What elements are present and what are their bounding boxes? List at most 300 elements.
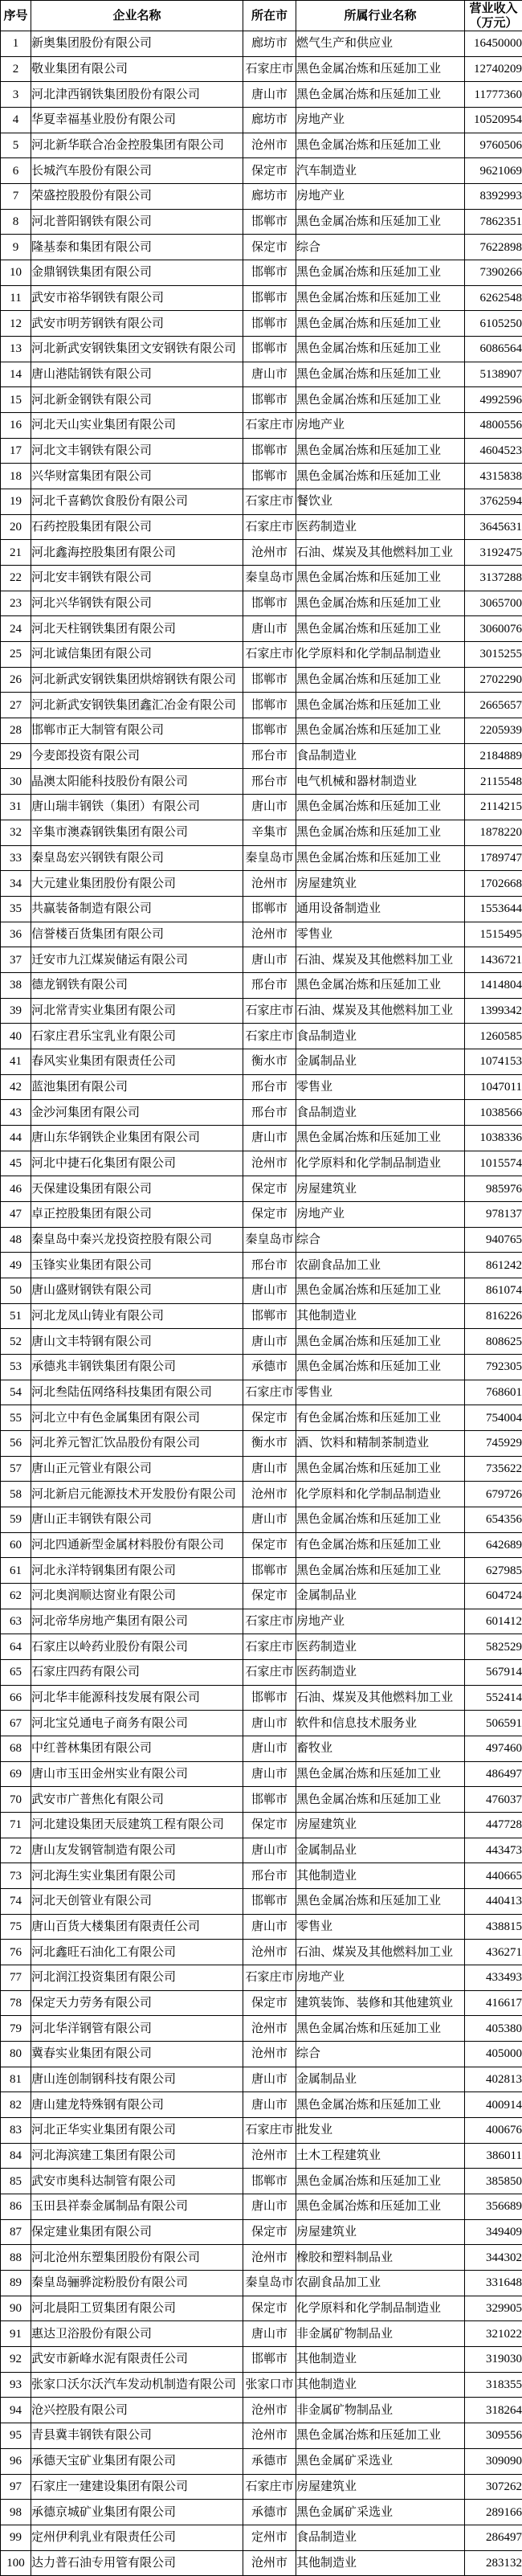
cell-revenue: 754004 (465, 1405, 522, 1431)
cell-industry: 其他制造业 (296, 2550, 465, 2576)
cell-company-name: 河北海滨建工集团有限公司 (31, 2143, 243, 2169)
cell-company-name: 德龙钢铁有限公司 (31, 972, 243, 998)
cell-industry: 黑色金属冶炼和压延加工业 (296, 260, 465, 286)
cell-rank: 26 (1, 667, 31, 693)
cell-revenue: 1789747 (465, 845, 522, 871)
cell-rank: 42 (1, 1074, 31, 1100)
cell-city: 衡水市 (243, 1049, 296, 1074)
cell-city: 秦皇岛市 (243, 2271, 296, 2296)
cell-city: 邢台市 (243, 1253, 296, 1278)
cell-city: 沧州市 (243, 1482, 296, 1507)
cell-revenue: 2115548 (465, 769, 522, 795)
cell-industry: 医药制造业 (296, 514, 465, 540)
cell-city: 邯郸市 (243, 260, 296, 286)
cell-rank: 50 (1, 1278, 31, 1303)
table-row (1, 1914, 522, 1940)
cell-company-name: 河北常青实业集团有限公司 (31, 998, 243, 1024)
cell-revenue: 405000 (465, 2042, 522, 2067)
cell-company-name: 河北天柱钢铁集团有限公司 (31, 616, 243, 642)
cell-rank: 81 (1, 2067, 31, 2092)
cell-revenue: 1015574 (465, 1151, 522, 1176)
cell-rank: 16 (1, 413, 31, 439)
cell-rank: 78 (1, 1990, 31, 2016)
cell-company-name: 武安市明芳钢铁有限公司 (31, 311, 243, 337)
cell-industry: 零售业 (296, 1914, 465, 1940)
cell-city: 唐山市 (243, 362, 296, 387)
cell-city: 石家庄市 (243, 2118, 296, 2144)
cell-revenue: 1038566 (465, 1100, 522, 1126)
cell-revenue: 486497 (465, 1761, 522, 1787)
cell-company-name: 玉田县祥泰金属制品有限公司 (31, 2194, 243, 2220)
cell-company-name: 河北海生实业集团有限公司 (31, 1863, 243, 1889)
cell-industry: 房屋建筑业 (296, 2474, 465, 2500)
table-row (1, 642, 522, 668)
cell-company-name: 河北千喜鹤饮食股份有限公司 (31, 489, 243, 515)
cell-revenue: 433493 (465, 1965, 522, 1991)
table-row (1, 2194, 522, 2220)
cell-industry: 黑色金属冶炼和压延加工业 (296, 56, 465, 82)
cell-revenue: 627985 (465, 1558, 522, 1584)
table-row (1, 1609, 522, 1634)
cell-rank: 51 (1, 1303, 31, 1329)
cell-city: 秦皇岛市 (243, 1227, 296, 1253)
table-row (1, 2219, 522, 2245)
cell-city: 沧州市 (243, 1940, 296, 1965)
cell-city: 邢台市 (243, 972, 296, 998)
cell-city: 邯郸市 (243, 896, 296, 922)
cell-rank: 4 (1, 108, 31, 133)
cell-company-name: 隆基泰和集团有限公司 (31, 235, 243, 260)
cell-industry: 建筑装饰、装修和其他建筑业 (296, 1990, 465, 2016)
table-row (1, 1940, 522, 1965)
cell-industry: 电气机械和器材制造业 (296, 769, 465, 795)
cell-rank: 1 (1, 31, 31, 57)
table-row (1, 1736, 522, 1762)
cell-city: 廊坊市 (243, 31, 296, 57)
cell-city: 邯郸市 (243, 1685, 296, 1711)
cell-revenue: 385850 (465, 2169, 522, 2194)
cell-rank: 7 (1, 184, 31, 210)
cell-rank: 49 (1, 1253, 31, 1278)
cell-revenue: 405380 (465, 2016, 522, 2042)
table-row (1, 1024, 522, 1049)
cell-rank: 57 (1, 1456, 31, 1482)
cell-industry: 房屋建筑业 (296, 1813, 465, 1838)
cell-rank: 35 (1, 896, 31, 922)
cell-rank: 92 (1, 2347, 31, 2373)
cell-industry: 酒、饮料和精制茶制造业 (296, 1430, 465, 1456)
table-row (1, 2321, 522, 2347)
table-row (1, 1583, 522, 1609)
cell-revenue: 286497 (465, 2525, 522, 2550)
cell-company-name: 河北四通新型金属材料股份有限公司 (31, 1532, 243, 1558)
cell-rank: 56 (1, 1430, 31, 1456)
cell-city: 沧州市 (243, 133, 296, 158)
cell-revenue: 289166 (465, 2500, 522, 2525)
cell-city: 邯郸市 (243, 1889, 296, 1915)
cell-company-name: 蓝池集团有限公司 (31, 1074, 243, 1100)
cell-city: 邯郸市 (243, 1787, 296, 1813)
table-row (1, 1329, 522, 1355)
table-row (1, 337, 522, 362)
cell-revenue: 4315838 (465, 464, 522, 489)
cell-company-name: 新奥集团股份有限公司 (31, 31, 243, 57)
cell-city: 承德市 (243, 1354, 296, 1380)
cell-revenue: 679726 (465, 1482, 522, 1507)
cell-revenue: 582529 (465, 1634, 522, 1660)
table-row (1, 1151, 522, 1176)
cell-company-name: 河北叁陆伍网络科技集团有限公司 (31, 1380, 243, 1405)
cell-industry: 餐饮业 (296, 489, 465, 515)
cell-city: 秦皇岛市 (243, 566, 296, 591)
cell-city: 唐山市 (243, 2067, 296, 2092)
cell-rank: 46 (1, 1176, 31, 1202)
cell-company-name: 共赢装备制造有限公司 (31, 896, 243, 922)
cell-industry: 黑色金属冶炼和压延加工业 (296, 566, 465, 591)
cell-city: 石家庄市 (243, 1965, 296, 1991)
cell-revenue: 497460 (465, 1736, 522, 1762)
table-header (1, 1, 522, 31)
cell-revenue: 7622898 (465, 235, 522, 260)
cell-company-name: 唐山东华钢铁企业集团有限公司 (31, 1125, 243, 1151)
header-city: 所在市 (243, 1, 296, 31)
cell-revenue: 440665 (465, 1863, 522, 1889)
cell-city: 邢台市 (243, 1074, 296, 1100)
cell-revenue: 3015255 (465, 642, 522, 668)
cell-rank: 66 (1, 1685, 31, 1711)
cell-revenue: 6086564 (465, 337, 522, 362)
cell-city: 石家庄市 (243, 642, 296, 668)
cell-city: 沧州市 (243, 2042, 296, 2067)
cell-city: 石家庄市 (243, 1609, 296, 1634)
cell-revenue: 3060076 (465, 616, 522, 642)
table-row (1, 2092, 522, 2118)
table-row (1, 2296, 522, 2321)
cell-city: 张家口市 (243, 2372, 296, 2398)
table-row (1, 795, 522, 820)
cell-city: 邯郸市 (243, 438, 296, 464)
cell-company-name: 大元建业集团股份有限公司 (31, 871, 243, 897)
header-row (1, 1, 522, 31)
cell-rank: 64 (1, 1634, 31, 1660)
cell-company-name: 武安市裕华钢铁有限公司 (31, 285, 243, 311)
cell-city: 沧州市 (243, 2550, 296, 2576)
table-row (1, 31, 522, 57)
cell-industry: 黑色金属冶炼和压延加工业 (296, 2092, 465, 2118)
cell-rank: 71 (1, 1813, 31, 1838)
cell-company-name: 冀春实业集团有限公司 (31, 2042, 243, 2067)
table-row (1, 845, 522, 871)
table-row (1, 285, 522, 311)
cell-company-name: 青县冀丰钢铁有限公司 (31, 2423, 243, 2449)
cell-city: 衡水市 (243, 1430, 296, 1456)
cell-industry: 医药制造业 (296, 1634, 465, 1660)
cell-company-name: 河北养元智汇饮品股份有限公司 (31, 1430, 243, 1456)
cell-rank: 3 (1, 82, 31, 108)
cell-city: 邯郸市 (243, 464, 296, 489)
cell-revenue: 1702668 (465, 871, 522, 897)
cell-company-name: 河北正华实业集团有限公司 (31, 2118, 243, 2144)
table-row (1, 56, 522, 82)
cell-city: 唐山市 (243, 1456, 296, 1482)
cell-company-name: 河北安丰钢铁有限公司 (31, 566, 243, 591)
cell-revenue: 1515495 (465, 922, 522, 947)
cell-company-name: 唐山市玉田金州实业有限公司 (31, 1761, 243, 1787)
cell-industry: 黑色金属冶炼和压延加工业 (296, 2169, 465, 2194)
cell-revenue: 5138907 (465, 362, 522, 387)
table-row (1, 311, 522, 337)
cell-industry: 其他制造业 (296, 2372, 465, 2398)
cell-revenue: 3137288 (465, 566, 522, 591)
cell-rank: 43 (1, 1100, 31, 1126)
table-row (1, 922, 522, 947)
cell-industry: 黑色金属冶炼和压延加工业 (296, 1889, 465, 1915)
cell-industry: 畜牧业 (296, 1736, 465, 1762)
cell-industry: 黑色金属冶炼和压延加工业 (296, 1329, 465, 1355)
table-row (1, 1711, 522, 1736)
cell-rank: 41 (1, 1049, 31, 1074)
table-row (1, 1838, 522, 1863)
cell-revenue: 2114215 (465, 795, 522, 820)
cell-rank: 85 (1, 2169, 31, 2194)
cell-industry: 综合 (296, 1227, 465, 1253)
cell-revenue: 318264 (465, 2398, 522, 2423)
cell-city: 唐山市 (243, 616, 296, 642)
cell-city: 邯郸市 (243, 591, 296, 616)
table-row (1, 108, 522, 133)
cell-city: 邯郸市 (243, 311, 296, 337)
table-row (1, 387, 522, 413)
table-row (1, 438, 522, 464)
cell-city: 保定市 (243, 1532, 296, 1558)
table-row (1, 2143, 522, 2169)
table-row (1, 1507, 522, 1532)
table-row (1, 1176, 522, 1202)
table-row (1, 133, 522, 158)
cell-company-name: 唐山建龙特殊钢有限公司 (31, 2092, 243, 2118)
cell-industry: 软件和信息技术服务业 (296, 1711, 465, 1736)
cell-rank: 13 (1, 337, 31, 362)
table-row (1, 1201, 522, 1227)
cell-revenue: 604724 (465, 1583, 522, 1609)
cell-industry: 医药制造业 (296, 1660, 465, 1686)
cell-city: 唐山市 (243, 795, 296, 820)
cell-rank: 93 (1, 2372, 31, 2398)
cell-industry: 黑色金属冶炼和压延加工业 (296, 1456, 465, 1482)
table-row (1, 769, 522, 795)
cell-rank: 30 (1, 769, 31, 795)
cell-rank: 40 (1, 1024, 31, 1049)
cell-company-name: 达力普石油专用管有限公司 (31, 2550, 243, 2576)
cell-rank: 84 (1, 2143, 31, 2169)
cell-revenue: 12740209 (465, 56, 522, 82)
cell-industry: 化学原料和化学制品制造业 (296, 1151, 465, 1176)
cell-rank: 21 (1, 540, 31, 566)
cell-company-name: 信誉楼百货集团有限公司 (31, 922, 243, 947)
header-rank: 序号 (1, 1, 31, 31)
table-body (1, 31, 522, 2576)
table-row (1, 540, 522, 566)
table-row (1, 1100, 522, 1126)
table-row (1, 1813, 522, 1838)
cell-company-name: 河北天山实业集团有限公司 (31, 413, 243, 439)
cell-company-name: 石家庄君乐宝乳业有限公司 (31, 1024, 243, 1049)
cell-industry: 金属制品业 (296, 1583, 465, 1609)
cell-revenue: 440413 (465, 1889, 522, 1915)
cell-rank: 31 (1, 795, 31, 820)
cell-company-name: 唐山港陆钢铁有限公司 (31, 362, 243, 387)
cell-city: 唐山市 (243, 2194, 296, 2220)
cell-company-name: 河北新武安钢铁集团文安钢铁有限公司 (31, 337, 243, 362)
table-row (1, 1354, 522, 1380)
cell-revenue: 443473 (465, 1838, 522, 1863)
cell-company-name: 武安市新峰水泥有限责任公司 (31, 2347, 243, 2373)
cell-city: 邯郸市 (243, 387, 296, 413)
cell-company-name: 河北龙凤山铸业有限公司 (31, 1303, 243, 1329)
cell-rank: 95 (1, 2423, 31, 2449)
cell-industry: 农副食品加工业 (296, 2271, 465, 2296)
cell-city: 石家庄市 (243, 1380, 296, 1405)
cell-rank: 54 (1, 1380, 31, 1405)
cell-rank: 34 (1, 871, 31, 897)
cell-revenue: 400914 (465, 2092, 522, 2118)
cell-revenue: 1553644 (465, 896, 522, 922)
cell-company-name: 河北津西钢铁集团股份有限公司 (31, 82, 243, 108)
cell-company-name: 河北新金钢铁有限公司 (31, 387, 243, 413)
cell-revenue: 319030 (465, 2347, 522, 2373)
cell-rank: 79 (1, 2016, 31, 2042)
cell-industry: 房地产业 (296, 1201, 465, 1227)
cell-industry: 房地产业 (296, 1609, 465, 1634)
cell-revenue: 416617 (465, 1990, 522, 2016)
cell-revenue: 321022 (465, 2321, 522, 2347)
table-row (1, 1863, 522, 1889)
cell-revenue: 386011 (465, 2143, 522, 2169)
cell-revenue: 861074 (465, 1278, 522, 1303)
table-row (1, 1634, 522, 1660)
cell-industry: 黑色金属冶炼和压延加工业 (296, 133, 465, 158)
table-row (1, 1303, 522, 1329)
cell-company-name: 河北华丰能源科技发展有限公司 (31, 1685, 243, 1711)
cell-city: 保定市 (243, 1176, 296, 1202)
cell-rank: 58 (1, 1482, 31, 1507)
cell-company-name: 华夏幸福基业股份有限公司 (31, 108, 243, 133)
cell-industry: 其他制造业 (296, 1863, 465, 1889)
table-row (1, 693, 522, 718)
cell-city: 沧州市 (243, 2143, 296, 2169)
cell-city: 唐山市 (243, 1329, 296, 1355)
cell-revenue: 978137 (465, 1201, 522, 1227)
table-row (1, 1074, 522, 1100)
table-row (1, 896, 522, 922)
cell-company-name: 河北鑫海控股集团有限公司 (31, 540, 243, 566)
cell-city: 沧州市 (243, 2398, 296, 2423)
cell-revenue: 3065700 (465, 591, 522, 616)
cell-city: 石家庄市 (243, 1634, 296, 1660)
cell-company-name: 唐山百货大楼集团有限责任公司 (31, 1914, 243, 1940)
table-row (1, 972, 522, 998)
table-row (1, 2067, 522, 2092)
cell-city: 沧州市 (243, 922, 296, 947)
cell-industry: 黑色金属冶炼和压延加工业 (296, 387, 465, 413)
cell-rank: 80 (1, 2042, 31, 2067)
cell-rank: 62 (1, 1583, 31, 1609)
cell-company-name: 惠达卫浴股份有限公司 (31, 2321, 243, 2347)
cell-revenue: 356689 (465, 2194, 522, 2220)
cell-industry: 其他制造业 (296, 1303, 465, 1329)
cell-revenue: 402813 (465, 2067, 522, 2092)
table-row (1, 1253, 522, 1278)
cell-industry: 黑色金属冶炼和压延加工业 (296, 2423, 465, 2449)
cell-rank: 29 (1, 743, 31, 769)
cell-revenue: 309090 (465, 2448, 522, 2474)
cell-rank: 33 (1, 845, 31, 871)
cell-city: 邯郸市 (243, 2347, 296, 2373)
cell-revenue: 642689 (465, 1532, 522, 1558)
cell-revenue: 940765 (465, 1227, 522, 1253)
cell-industry: 黑色金属冶炼和压延加工业 (296, 209, 465, 235)
cell-city: 沧州市 (243, 2016, 296, 2042)
cell-revenue: 6262548 (465, 285, 522, 311)
cell-city: 保定市 (243, 235, 296, 260)
cell-industry: 房地产业 (296, 1965, 465, 1991)
table-row (1, 464, 522, 489)
cell-industry: 黑色金属冶炼和压延加工业 (296, 1787, 465, 1813)
cell-industry: 房地产业 (296, 108, 465, 133)
cell-rank: 22 (1, 566, 31, 591)
cell-company-name: 石家庄以岭药业股份有限公司 (31, 1634, 243, 1660)
cell-industry: 食品制造业 (296, 1024, 465, 1049)
table-row (1, 616, 522, 642)
cell-city: 唐山市 (243, 1914, 296, 1940)
cell-rank: 74 (1, 1889, 31, 1915)
cell-revenue: 1038336 (465, 1125, 522, 1151)
cell-industry: 石油、煤炭及其他燃料加工业 (296, 947, 465, 973)
cell-city: 沧州市 (243, 871, 296, 897)
table-row (1, 362, 522, 387)
cell-revenue: 9621069 (465, 158, 522, 184)
cell-industry: 黑色金属冶炼和压延加工业 (296, 1761, 465, 1787)
cell-company-name: 河北新启元能源技术开发股份有限公司 (31, 1482, 243, 1507)
cell-industry: 黑色金属冶炼和压延加工业 (296, 285, 465, 311)
cell-city: 沧州市 (243, 1151, 296, 1176)
cell-company-name: 今麦郎投资有限公司 (31, 743, 243, 769)
cell-industry: 石油、煤炭及其他燃料加工业 (296, 1685, 465, 1711)
cell-rank: 86 (1, 2194, 31, 2220)
cell-revenue: 567914 (465, 1660, 522, 1686)
cell-revenue: 1260585 (465, 1024, 522, 1049)
cell-company-name: 唐山文丰特钢有限公司 (31, 1329, 243, 1355)
table-row (1, 1430, 522, 1456)
cell-industry: 黑色金属冶炼和压延加工业 (296, 1278, 465, 1303)
cell-industry: 橡胶和塑料制品业 (296, 2245, 465, 2271)
cell-industry: 石油、煤炭及其他燃料加工业 (296, 998, 465, 1024)
cell-industry: 黑色金属冶炼和压延加工业 (296, 616, 465, 642)
table-row (1, 1380, 522, 1405)
cell-city: 唐山市 (243, 1838, 296, 1863)
cell-company-name: 唐山瑞丰钢铁（集团）有限公司 (31, 795, 243, 820)
cell-rank: 89 (1, 2271, 31, 2296)
cell-company-name: 河北中捷石化集团有限公司 (31, 1151, 243, 1176)
cell-revenue: 331648 (465, 2271, 522, 2296)
cell-company-name: 河北永洋特钢集团有限公司 (31, 1558, 243, 1584)
cell-city: 石家庄市 (243, 998, 296, 1024)
cell-revenue: 985976 (465, 1176, 522, 1202)
cell-company-name: 定州伊利乳业有限责任公司 (31, 2525, 243, 2550)
cell-city: 邯郸市 (243, 1558, 296, 1584)
cell-revenue: 552414 (465, 1685, 522, 1711)
cell-city: 保定市 (243, 1990, 296, 2016)
